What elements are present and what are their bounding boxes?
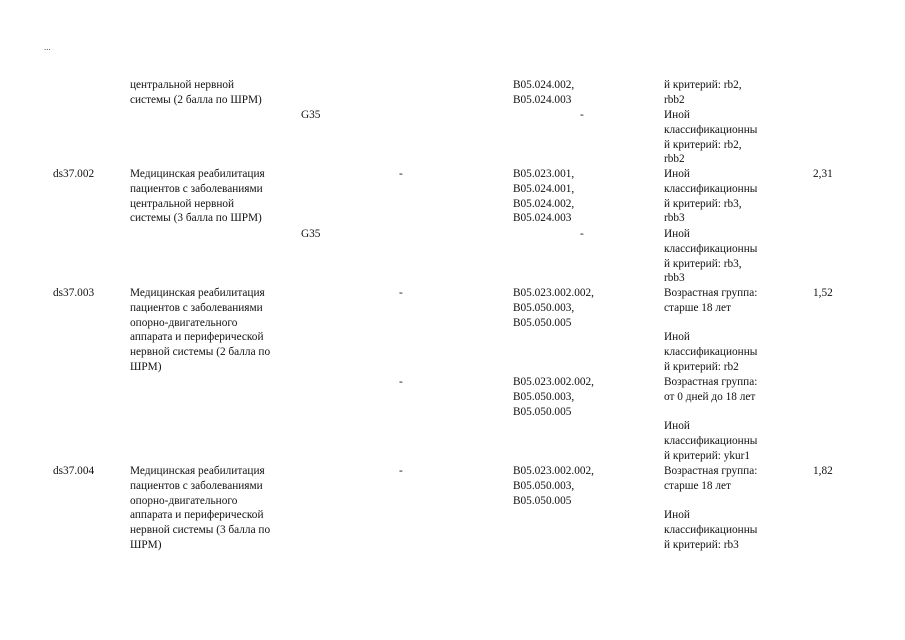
row2-criteria: Иной классификационны й критерий: rb3, rbb3 [664,168,758,225]
row3-services: B05.023.002.002, B05.050.003, B05.050.005 [513,287,594,329]
row3-sub-services: B05.023.002.002, B05.050.003, B05.050.005 [513,376,594,418]
row4-diagnosis: - [399,465,403,477]
page-corner-mark: ... [44,42,51,52]
row2-sub-criteria: Иной классификационны й критерий: rb3, rbb3 [664,228,758,285]
row1-sub-diagnosis: G35 [301,109,321,121]
row2-diagnosis: - [399,168,403,180]
row1-name: центральной нервной системы (2 балла по ШРМ) [130,79,262,106]
row4-services: B05.023.002.002, B05.050.003, B05.050.005 [513,465,594,507]
row2-code: ds37.002 [53,168,95,180]
row3-coefficient: 1,52 [813,287,833,299]
row3-name: Медицинская реабилитация пациентов с заболеваниями опорно-двигательного аппарата и периферической нервной системы (2 балла по ШРМ) [130,287,271,373]
row3-code: ds37.003 [53,287,95,299]
row1-services: B05.024.002, B05.024.003 [513,79,575,106]
row2-name: Медицинская реабилитация пациентов с заболеваниями центральной нервной системы (3 балла по ШРМ) [130,168,265,225]
row3-criteria: Возрастная группа: старше 18 лет Иной классификационны й критерий: rb2 [664,287,758,373]
row2-coefficient: 2,31 [813,168,833,180]
row3-sub-criteria: Возрастная группа: от 0 дней до 18 лет Иной классификационны й критерий: ykur1 [664,376,758,462]
row2-services: B05.023.001, B05.024.001, B05.024.002, B05.024.003 [513,168,575,225]
row1-criteria: й критерий: rb2, rbb2 [664,79,742,106]
row2-sub-service: - [580,228,584,240]
row4-coefficient: 1,82 [813,465,833,477]
row4-criteria: Возрастная группа: старше 18 лет Иной классификационны й критерий: rb3 [664,465,758,551]
row4-code: ds37.004 [53,465,95,477]
row3-sub-diagnosis: - [399,376,403,388]
row4-name: Медицинская реабилитация пациентов с заболеваниями опорно-двигательного аппарата и периферической нервной системы (3 балла по ШРМ) [130,465,271,551]
row1-sub-criteria: Иной классификационны й критерий: rb2, rbb2 [664,109,758,166]
row1-sub-service: - [580,109,584,121]
row2-sub-diagnosis: G35 [301,228,321,240]
row3-diagnosis: - [399,287,403,299]
